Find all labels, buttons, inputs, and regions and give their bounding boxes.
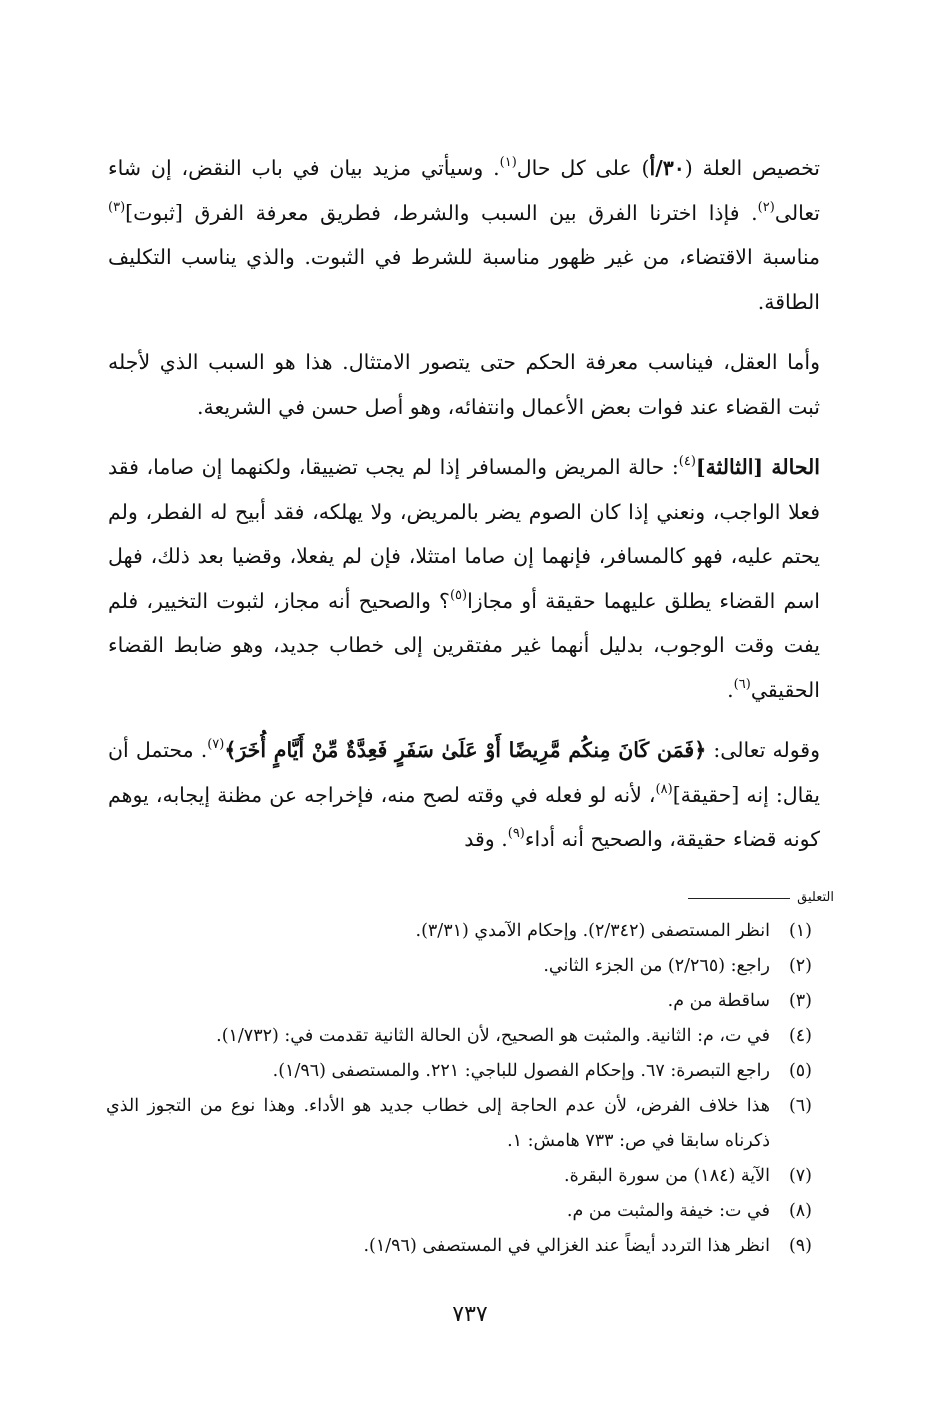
footnote-number: (١) — [788, 921, 812, 941]
footnote-item — [106, 1019, 812, 1054]
footnote-number: (٥) — [788, 1061, 812, 1081]
footnote-ref[interactable]: (٧) — [207, 737, 225, 752]
text-run: . فإذا اخترنا الفرق بين السبب والشرط، فطريق معرفة الفرق [ثبوت] — [125, 200, 758, 225]
footnote-text: انظر المستصفى (٢/٣٤٢). وإحكام الآمدي (٣/٣١). — [415, 921, 770, 941]
footnote-item — [106, 1229, 812, 1264]
text-run: . وسيأتي مزيد بيان في باب النقض، إن شاء تعالى — [108, 156, 820, 225]
footnote-number: (٤) — [788, 1026, 812, 1046]
footnote-item — [106, 914, 812, 949]
paragraph-1 — [108, 146, 820, 324]
section-heading: الحالة [الثالثة] — [695, 455, 820, 479]
footnote-header — [74, 889, 834, 915]
footnote-ref[interactable]: (٢) — [757, 199, 775, 215]
footnote-item — [106, 1089, 812, 1159]
footnote-item — [106, 1159, 812, 1194]
footnote-text: راجع: (٢/٢٦٥) من الجزء الثاني. — [543, 956, 770, 976]
footnote-text: انظر هذا التردد أيضاً عند الغزالي في المستصفى (١/٩٦). — [363, 1236, 770, 1256]
text-run: . — [727, 677, 734, 702]
text-run: ) على كل حال — [516, 156, 650, 180]
footnote-ref[interactable]: (٣) — [108, 199, 126, 215]
footnote-text: الآية (١٨٤) من سورة البقرة. — [564, 1166, 770, 1186]
footnote-ref[interactable]: (٥) — [449, 587, 468, 603]
text-run: تخصيص العلة ( — [684, 156, 821, 180]
footnote-number: (٣) — [788, 991, 812, 1011]
footnote-text: ساقطة من م. — [667, 991, 770, 1011]
footnote-text: في ت، م: الثانية. والمثبت هو الصحيح، لأن الحالة الثانية تقدمت في: (١/٧٣٢). — [216, 1026, 770, 1046]
footnote-ref[interactable]: (١) — [499, 155, 517, 170]
text-run: مناسبة الاقتضاء، من غير ظهور مناسبة للشرط في الثبوت. والذي يناسب التكليف الطاقة. — [108, 245, 820, 314]
paragraph-3 — [108, 445, 820, 712]
footnote-item — [106, 1054, 812, 1089]
text-run: ، لأنه لو فعله في وقته لصح منه، فإخراجه عن مظنة إيجابه، يوهم كونه قضاء حقيقة، والصحيح أنه أداء — [108, 782, 820, 851]
text-run: وقوله تعالى: — [706, 738, 821, 762]
footnote-ref[interactable]: (٩) — [507, 826, 525, 841]
footnote-number: (٩) — [788, 1236, 812, 1256]
paragraph-4 — [108, 728, 820, 862]
text-run: : حالة المريض والمسافر إذا لم يجب تضييقا، ولكنهما إن صاما، فقد فعلا الواجب، ونعني إذا كان الصوم يضر بالمريض، ولا يهلكه، فقد أبيح له الفطر، ولم يحتم عليه، فهو كالمسافر، فإنهما إن صاما امتثلا، فإن لم يفعلا، وقضيا بعد ذلك، فهل اسم القضاء يطلق عليهما حقيقة أو مجازا — [108, 455, 820, 613]
page-number: ٧٣٧ — [452, 1302, 488, 1327]
footnote-ref[interactable]: (٤) — [678, 454, 696, 469]
footnote-ref[interactable]: (٨) — [655, 781, 673, 797]
footnote-text: راجع التبصرة: ٦٧. وإحكام الفصول للباجي: ٢٢١. والمستصفى (١/٩٦). — [272, 1061, 770, 1081]
text-run: . محتمل أن يقال: إنه [حقيقة] — [108, 738, 821, 807]
folio-marker: ٣٠/أ — [649, 156, 685, 180]
footnote-divider — [688, 898, 790, 899]
footnote-text: هذا خلاف الفرض، لأن عدم الحاجة إلى خطاب جديد هو الأداء. وهذا نوع من التجوز الذي ذكرناه سابقا في ص: ٧٣٣ هامش: ١. — [106, 1096, 770, 1151]
footnote-item — [106, 1194, 812, 1229]
text-run: ؟ والصحيح أنه مجاز، لثبوت التخيير، فلم يفت وقت الوجوب، بدليل أنهما غير مفتقرين إلى خطاب جديد، وهو ضابط القضاء الحقيقي — [108, 588, 820, 702]
footnote-number: (٦) — [788, 1096, 812, 1116]
footnote-number: (٧) — [788, 1166, 812, 1186]
footnote-text: في ت: خيفة والمثبت من م. — [566, 1201, 770, 1221]
paragraph-2 — [108, 340, 820, 429]
footnotes-list — [106, 914, 812, 1264]
text-run: . وقد — [464, 827, 508, 851]
footnote-item — [106, 949, 812, 984]
footnote-item — [106, 984, 812, 1019]
text-run: وأما العقل، فيناسب معرفة الحكم حتى يتصور الامتثال. هذا هو السبب الذي لأجله ثبت القضاء عند فوات بعض الأعمال وانتفائه، وهو أصل حسن في الشريعة. — [108, 350, 820, 419]
footnote-header-label: التعليق — [797, 890, 834, 905]
footnote-ref[interactable]: (٦) — [733, 676, 751, 692]
footnote-number: (٢) — [788, 956, 812, 976]
footnote-number: (٨) — [788, 1201, 812, 1221]
quran-verse: ﴿فَمَن كَانَ مِنكُم مَّرِيضًا أَوْ عَلَىٰ سَفَرٍ فَعِدَّةٌ مِّنْ أَيَّامٍ أُخَرَ﴾ — [224, 738, 707, 762]
main-text — [108, 146, 820, 862]
